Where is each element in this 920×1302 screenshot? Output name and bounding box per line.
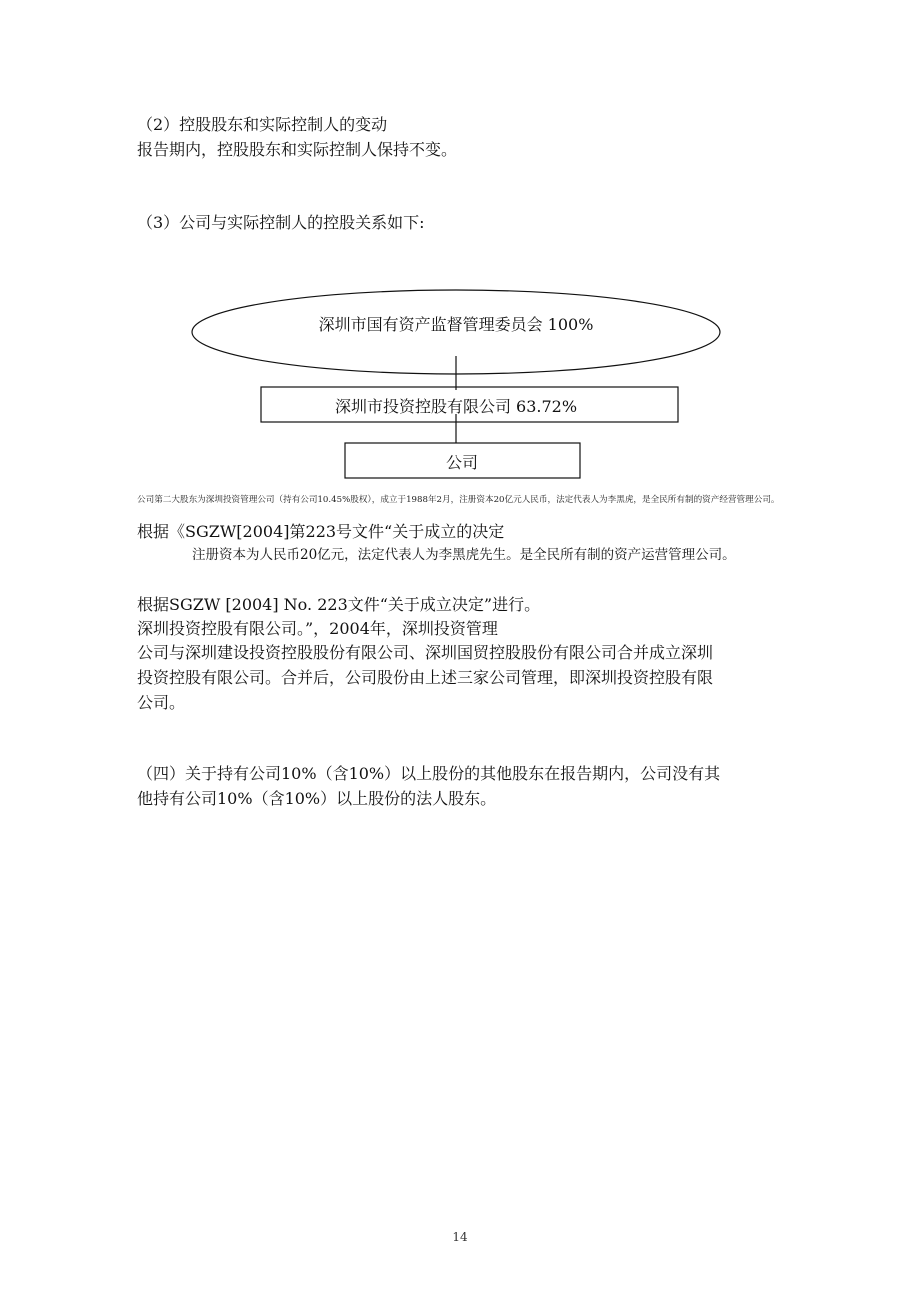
section4-line1: （四）关于持有公司10%（含10%）以上股份的其他股东在报告期内，公司没有其 bbox=[137, 764, 721, 783]
footnote: 公司第二大股东为深圳投资管理公司（持有公司10.45%股权），成立于1988年2月，注册资本20亿元人民币，法定代表人为李黑虎，是全民所有制的资产经营管理公司。 bbox=[137, 495, 780, 505]
paragraph2-line3: 公司与深圳建设投资控股股份有限公司、深圳国贸控股股份有限公司合并成立深圳 bbox=[137, 643, 714, 662]
middle-entity-label: 深圳市投资控股有限公司 63.72% bbox=[334, 397, 578, 416]
bottom-entity-label: 公司 bbox=[445, 453, 479, 472]
paragraph1-line2: 注册资本为人民币20亿元，法定代表人为李黑虎先生。是全民所有制的资产运营管理公司。 bbox=[192, 547, 736, 563]
page-number: 14 bbox=[452, 1230, 468, 1244]
paragraph2-line4: 投资控股有限公司。合并后，公司股份由上述三家公司管理，即深圳投资控股有限 bbox=[137, 668, 714, 687]
paragraph2-line2: 深圳投资控股有限公司。”，2004年，深圳投资管理 bbox=[137, 619, 498, 638]
paragraph2-line1: 根据SGZW [2004] No. 223文件“关于成立决定”进行。 bbox=[137, 595, 541, 614]
section3-heading: （3）公司与实际控制人的控股关系如下: bbox=[137, 213, 425, 232]
paragraph1-line1: 根据《SGZW[2004]第223号文件“关于成立的决定 bbox=[137, 522, 505, 541]
section2-heading: （2）控股股东和实际控制人的变动 bbox=[137, 115, 388, 134]
paragraph2-line5: 公司。 bbox=[137, 693, 186, 712]
top-entity-label: 深圳市国有资产监督管理委员会 100% bbox=[318, 315, 594, 334]
section2-body: 报告期内，控股股东和实际控制人保持不变。 bbox=[137, 140, 458, 159]
section4-line2: 他持有公司10%（含10%）以上股份的法人股东。 bbox=[137, 789, 497, 808]
